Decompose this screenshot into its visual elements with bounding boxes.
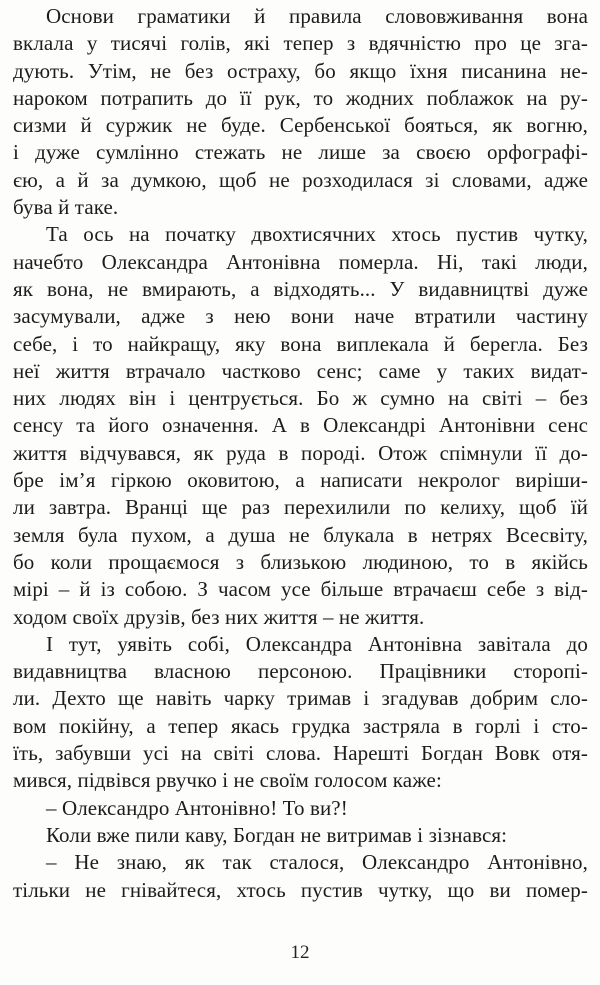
text-line: неї життя втрачало частково сенс; саме у таких видат- [13,358,588,383]
text-line: єю, а й за думкою, щоб не розходилася зі словами, адже [13,167,588,192]
text-line: ли. Дехто ще навіть чарку тримав і згадував добрим сло- [13,686,588,711]
text-line: як вона, не вмирають, а відходять... У видавництві дуже [13,276,588,301]
text-line: сенсу та його означення. А в Олександрі Антонівни сенс [13,413,588,438]
text-line: бре ім’я гіркою оковитою, а написати некролог виріши- [13,468,588,493]
page-number: 12 [290,942,310,963]
paragraph [13,795,588,822]
text-line: видавництва власною персоною. Працівники сторопі- [13,659,588,684]
text-line: начебто Олександра Антонівна померла. Ні, такі люди, [13,249,588,274]
text-line: І тут, уявіть собі, Олександра Антонівна завітала до [46,631,588,656]
text-line: дують. Утім, не без остраху, бо якщо їхня писанина не- [13,58,588,83]
text-line: їть, забувши усі на світі слова. Нарешті Богдан Вовк отя- [13,741,588,766]
text-line: них людях він і центрується. Бо ж сумно на світі – без [13,386,588,411]
text-line: Та ось на початку двохтисячних хтось пустив чутку, [46,222,588,247]
paragraph [13,221,588,630]
text-line: нароком потрапить до її рук, то жодних поблажок на ру- [13,85,588,110]
text-line: себе, і то найкращу, яку вона виплекала й берегла. Без [13,331,588,356]
text-line: вом покійну, а тепер якась грудка застряла в горлі і сто- [13,713,588,738]
paragraph [13,849,588,904]
text-line: тільки не гнівайтеся, хтось пустив чутку, що ви помер- [13,877,588,902]
text-line: ходом своїх друзів, без них життя – не життя. [13,604,425,629]
text-line: – Не знаю, як так сталося, Олександро Антонівно, [46,850,588,875]
text-line: засумували, адже з нею вони наче втратили частину [13,304,588,329]
text-line: життя відчувався, як руда в породі. Отож спімнули її до- [13,440,588,465]
text-line: мився, підвівся рвучко і не своїм голосом каже: [13,768,442,793]
text-line: бо коли прощаємося з близькою людиною, то в якійсь [13,549,588,574]
text-line: сизми й суржик не буде. Сербенської бояться, як вогню, [13,113,588,138]
text-line: Основи граматики й правила слововживання вона [46,4,588,28]
paragraph [13,631,588,795]
paragraph [13,822,588,849]
text-line: бува й таке. [13,195,119,220]
text-line: ли завтра. Вранці ще раз перехилили по келиху, щоб їй [13,495,588,520]
text-line: вклала у тисячі голів, які тепер з вдячністю про це зга- [13,31,588,56]
text-line: мірі – й із собою. З часом усе більше втрачаєш себе з від- [13,577,588,602]
body-text [13,3,588,904]
text-line: і дуже сумлінно стежать не лише за своєю орфографі- [13,140,588,165]
text-line: – Олександро Антонівно! То ви?! [46,795,348,820]
paragraph [13,3,588,221]
text-line: земля була пухом, а душа не блукала в нетрях Всесвіту, [13,522,588,547]
text-line: Коли вже пили каву, Богдан не витримав і зізнався: [46,822,508,847]
